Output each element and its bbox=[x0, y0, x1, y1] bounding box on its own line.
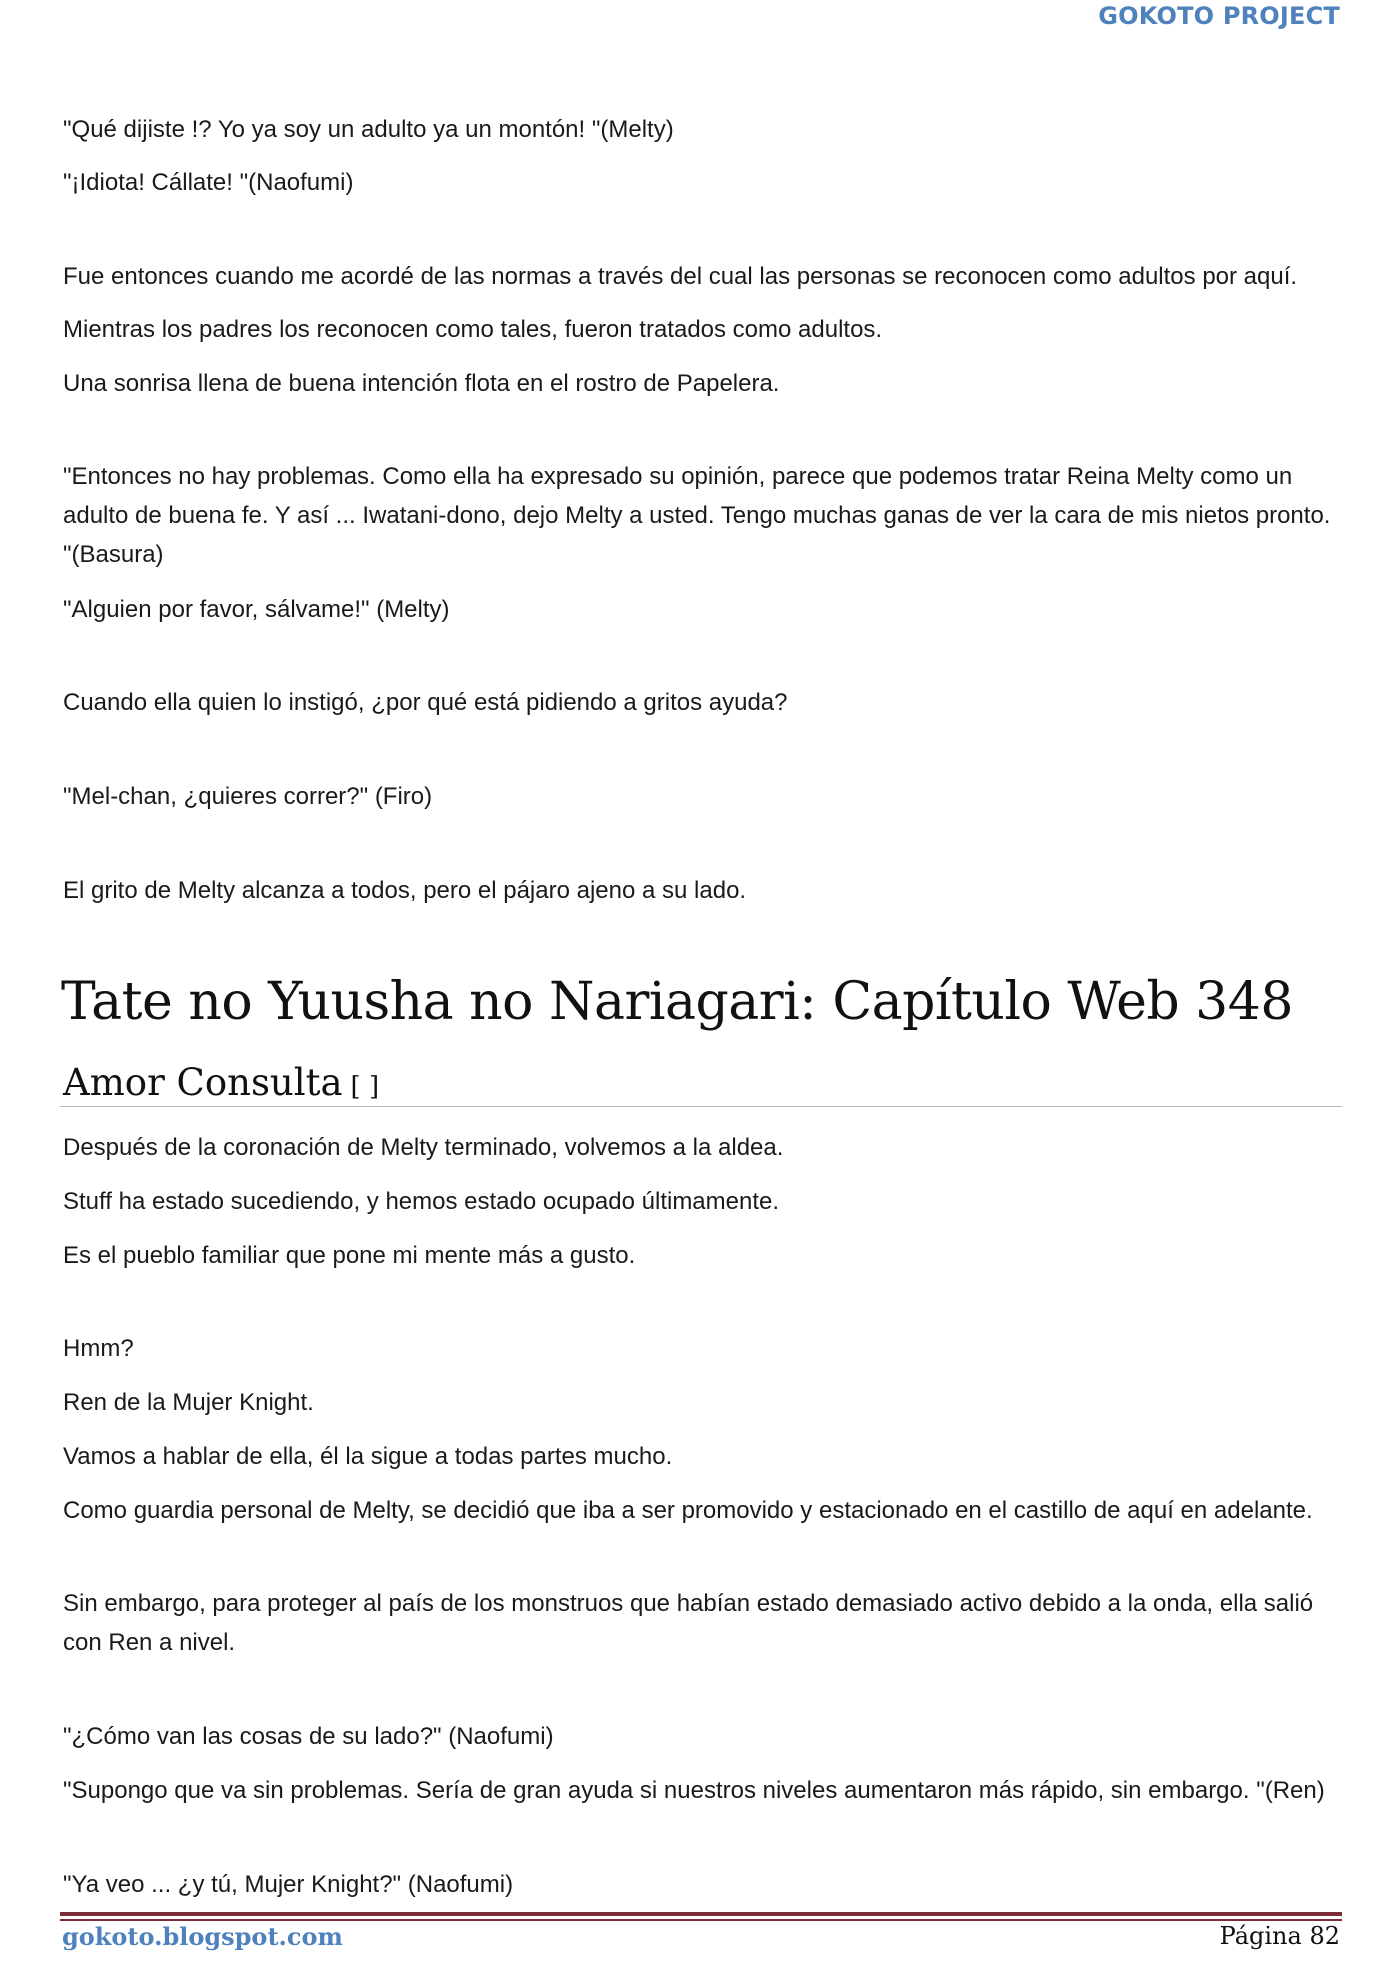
paragraph: Vamos a hablar de ella, él la sigue a todas partes mucho. bbox=[63, 1443, 673, 1470]
paragraph: "¿Cómo van las cosas de su lado?" (Naofumi) bbox=[63, 1723, 554, 1750]
paragraph: Mientras los padres los reconocen como tales, fueron tratados como adultos. bbox=[63, 316, 883, 343]
footer-site-url[interactable]: gokoto.blogspot.com bbox=[62, 1922, 343, 1951]
header-brand: GOKOTO PROJECT bbox=[1098, 2, 1340, 30]
footer-divider-thin bbox=[60, 1919, 1342, 1921]
paragraph: "¡Idiota! Cállate! "(Naofumi) bbox=[63, 169, 354, 196]
paragraph: Después de la coronación de Melty terminado, volvemos a la aldea. bbox=[63, 1134, 784, 1161]
chapter-subtitle bbox=[63, 1061, 379, 1104]
paragraph: "Supongo que va sin problemas. Sería de gran ayuda si nuestros niveles aumentaron más rápido, sin embargo. "(Ren) bbox=[63, 1777, 1325, 1804]
chapter-title: Tate no Yuusha no Nariagari: Capítulo Web 348 bbox=[61, 972, 1293, 1032]
subtitle-divider bbox=[60, 1106, 1342, 1107]
paragraph: "Mel-chan, ¿quieres correr?" (Firo) bbox=[63, 783, 433, 810]
paragraph: "Qué dijiste !? Yo ya soy un adulto ya un montón! "(Melty) bbox=[63, 116, 674, 143]
paragraph: Hmm? bbox=[63, 1335, 134, 1362]
page-number: Página 82 bbox=[1219, 1922, 1340, 1950]
chapter-subtitle-bracket: [ ] bbox=[350, 1072, 380, 1102]
paragraph: Una sonrisa llena de buena intención flota en el rostro de Papelera. bbox=[63, 370, 780, 397]
footer-divider-thick bbox=[60, 1912, 1342, 1916]
paragraph: Fue entonces cuando me acordé de las normas a través del cual las personas se reconocen como adultos por aquí. bbox=[63, 263, 1298, 290]
paragraph: Stuff ha estado sucediendo, y hemos estado ocupado últimamente. bbox=[63, 1188, 780, 1215]
paragraph: "Alguien por favor, sálvame!" (Melty) bbox=[63, 596, 450, 623]
paragraph: Como guardia personal de Melty, se decidió que iba a ser promovido y estacionado en el castillo de aquí en adelante. bbox=[63, 1497, 1313, 1524]
paragraph: "Entonces no hay problemas. Como ella ha expresado su opinión, parece que podemos tratar Reina Melty como un adulto de buena fe. Y así ... Iwatani-dono, dejo Melty a usted. Tengo muchas ganas de ver la cara de mis nietos pronto. "(Basura) bbox=[63, 463, 1331, 568]
paragraph: "Ya veo ... ¿y tú, Mujer Knight?" (Naofumi) bbox=[63, 1871, 514, 1898]
paragraph: Sin embargo, para proteger al país de los monstruos que habían estado demasiado activo debido a la onda, ella salió con Ren a nivel. bbox=[63, 1590, 1314, 1656]
paragraph: Ren de la Mujer Knight. bbox=[63, 1389, 314, 1416]
paragraph: Cuando ella quien lo instigó, ¿por qué está pidiendo a gritos ayuda? bbox=[63, 689, 788, 716]
paragraph: Es el pueblo familiar que pone mi mente más a gusto. bbox=[63, 1242, 636, 1269]
paragraph: El grito de Melty alcanza a todos, pero el pájaro ajeno a su lado. bbox=[63, 877, 747, 904]
chapter-subtitle-text: Amor Consulta bbox=[63, 1061, 343, 1104]
